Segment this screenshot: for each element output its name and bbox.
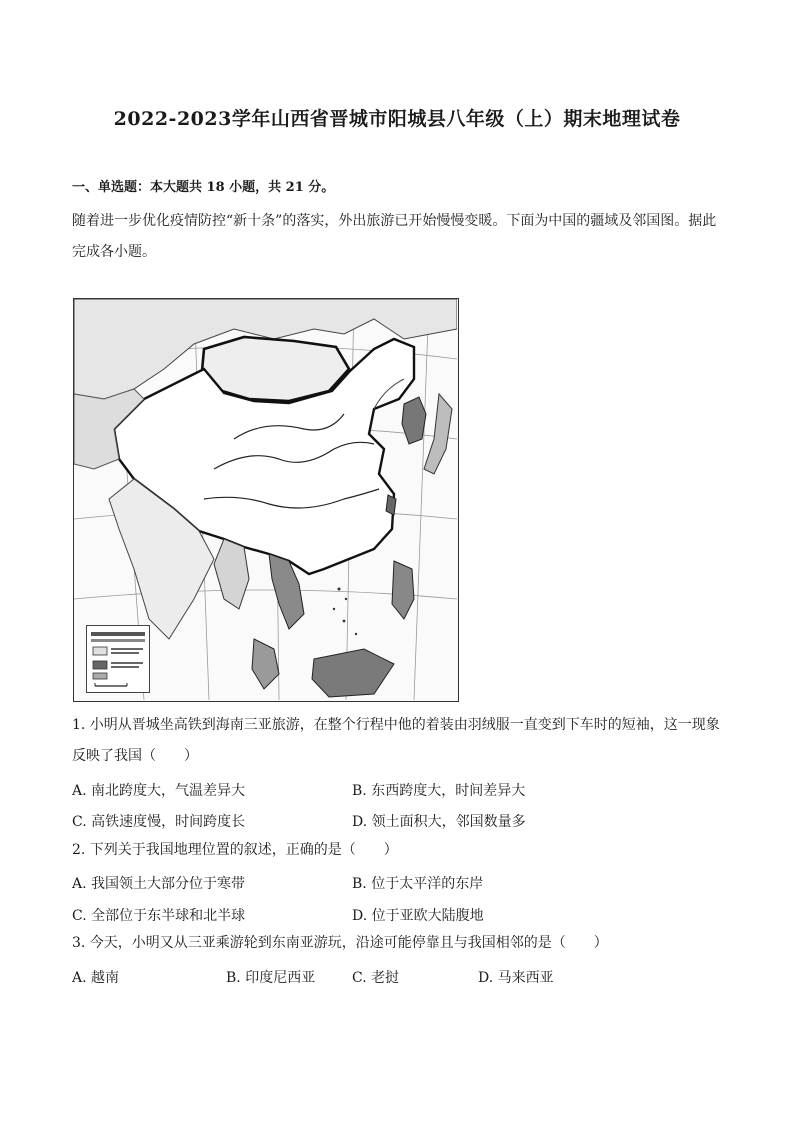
map-legend (86, 625, 150, 693)
page-title: 2022-2023学年山西省晋城市阳城县八年级（上）期末地理试卷 (113, 108, 681, 130)
question-2-option-c: C. 全部位于东半球和北半球 (72, 908, 246, 924)
question-2-option-a: A. 我国领土大部分位于寒带 (72, 876, 246, 892)
question-2-option-d: D. 位于亚欧大陆腹地 (352, 908, 484, 924)
question-3-stem: 3. 今天，小明又从三亚乘游轮到东南亚游玩，沿途可能停靠且与我国相邻的是（ ） (72, 935, 608, 951)
question-2-option-b: B. 位于太平洋的东岸 (352, 876, 484, 892)
intro-paragraph: 随着进一步优化疫情防控“新十条”的落实，外出旅游已开始慢慢变暖。下面为中国的疆域及邻国图。据此完成各小题。 (72, 213, 717, 260)
question-3-option-a: A. 越南 (72, 970, 120, 986)
question-1-option-b: B. 东西跨度大，时间差异大 (352, 783, 526, 799)
section-heading: 一、单选题：本大题共 18 小题，共 21 分。 (72, 180, 335, 195)
question-3-option-d: D. 马来西亚 (478, 970, 554, 986)
question-1-option-c: C. 高铁速度慢，时间跨度长 (72, 814, 246, 830)
question-3-option-c: C. 老挝 (352, 970, 400, 986)
china-neighbors-map (73, 298, 459, 702)
question-1-option-a: A. 南北跨度大，气温差异大 (72, 783, 246, 799)
question-1-option-d: D. 领土面积大，邻国数量多 (352, 814, 526, 830)
question-1-stem: 1. 小明从晋城坐高铁到海南三亚旅游，在整个行程中他的着装由羽绒服一直变到下车时的短袖，这一现象反映了我国（ ） (72, 717, 720, 764)
question-3-option-b: B. 印度尼西亚 (226, 970, 316, 986)
question-2-stem: 2. 下列关于我国地理位置的叙述，正确的是（ ） (72, 842, 398, 858)
